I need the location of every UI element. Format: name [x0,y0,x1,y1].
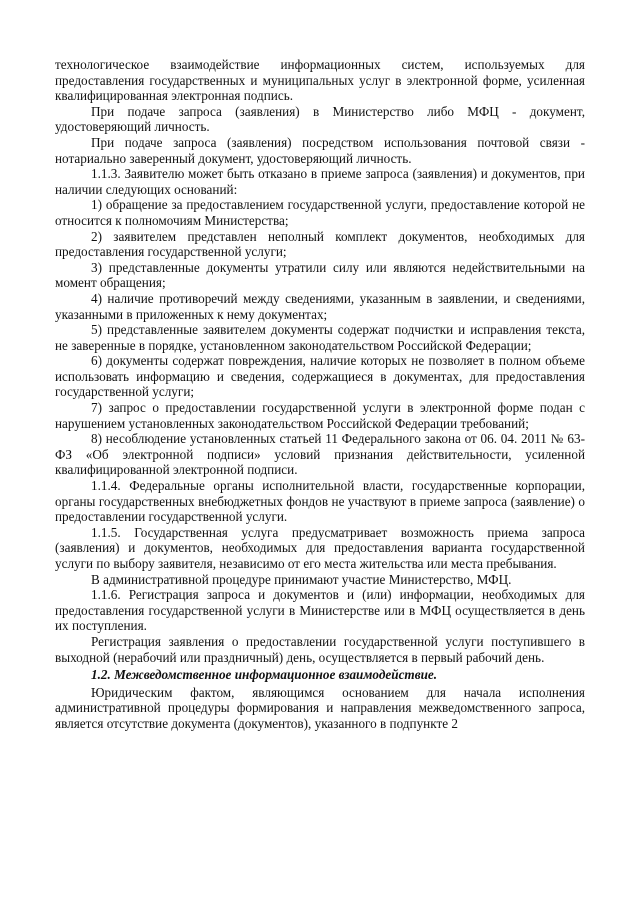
list-item-8: 8) несоблюдение установленных статьей 11 Федерального закона от 06. 04. 2011 № 63-ФЗ «Об электронной подписи» условий признания действительности, усиленной квалифицированной электронной подписи. [55,431,585,478]
list-item-4: 4) наличие противоречий между сведениями, указанным в заявлении, и сведениями, указанными в приложенных к нему документах; [55,290,585,322]
list-item-3: 3) представленные документы утратили силу или являются недействительными на момент обращения; [55,259,585,291]
section-heading: 1.2. Межведомственное информационное взаимодействие. [91,667,438,683]
list-item-1: 1) обращение за предоставлением государственной услуги, предоставление которой не относится к полномочиям Министерства; [55,197,585,228]
paragraph-identity-ministry: При подаче запроса (заявления) в Министерство либо МФЦ - документ, удостоверяющий личность. [55,103,585,135]
paragraph-1-1-3: 1.1.3. Заявителю может быть отказано в приеме запроса (заявления) и документов, при наличии следующих оснований: [55,166,585,197]
paragraph-1-1-5: 1.1.5. Государственная услуга предусматривает возможность приема запроса (заявления) и документов, необходимых для предоставления варианта государственной услуги по выбору заявителя, независимо от его места жительства или места пребывания. [55,524,585,571]
paragraph-continuation: технологическое взаимодействие информационных систем, используемых для предоставления государственных и муниципальных услуг в электронной форме, усиленная квалифицированная электронная подпись. [55,57,585,104]
paragraph-legal-fact: Юридическим фактом, являющимся основанием для начала исполнения административной процедуры формирования и направления межведомственного запроса, является отсутствие документа (документов), указанного в подпункте 2 [55,684,585,731]
paragraph-registration: Регистрация заявления о предоставлении государственной услуги поступившего в выходной (нерабочий или праздничный) день, осуществляется в первый рабочий день. [55,633,585,665]
document-page [55,57,585,732]
list-item-6: 6) документы содержат повреждения, наличие которых не позволяет в полном объеме использовать информацию и сведения, содержащиеся в документах, для предоставления государственной услуги; [55,353,585,400]
paragraph-1-1-6: 1.1.6. Регистрация запроса и документов и (или) информации, необходимых для предоставления государственной услуги в Министерстве или в МФЦ осуществляется в день их поступления. [55,587,585,634]
paragraph-identity-post: При подаче запроса (заявления) посредством использования почтовой связи - нотариально заверенный документ, удостоверяющий личность. [55,134,585,166]
list-item-2: 2) заявителем представлен неполный комплект документов, необходимых для предоставления государственной услуги; [55,228,585,260]
list-item-5: 5) представленные заявителем документы содержат подчистки и исправления текста, не заверенные в порядке, установленном законодательством Российской Федерации; [55,322,585,353]
paragraph-participants: В административной процедуре принимают участие Министерство, МФЦ. [91,571,512,587]
list-item-7: 7) запрос о предоставлении государственной услуги в электронной форме подан с нарушением установленных законодательством Российской Федерации требований; [55,400,585,431]
paragraph-1-1-4: 1.1.4. Федеральные органы исполнительной власти, государственные корпорации, органы государственных внебюджетных фондов не участвуют в приеме запроса (заявление) о предоставлении государственной услуги. [55,478,585,525]
